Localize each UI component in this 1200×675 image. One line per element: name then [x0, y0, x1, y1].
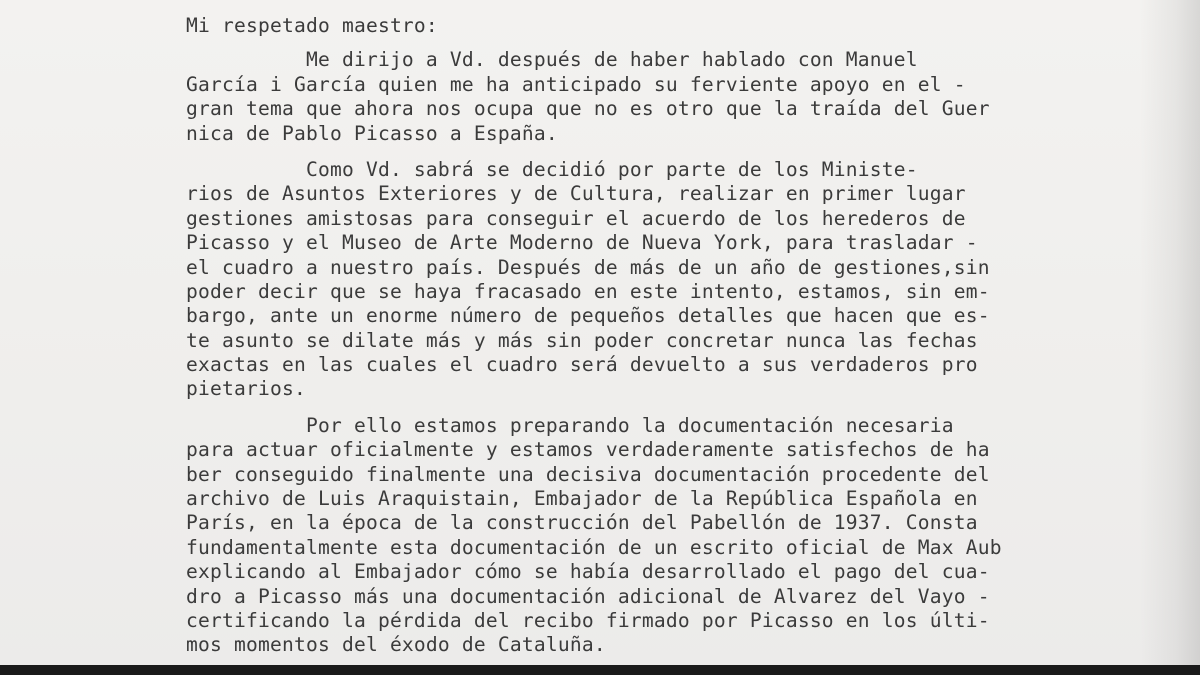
letter-line: Picasso y el Museo de Arte Moderno de Nueva York, para trasladar - — [186, 231, 978, 255]
letter-line: para actuar oficialmente y estamos verdaderamente satisfechos de ha — [186, 438, 990, 462]
letter-line: nica de Pablo Picasso a España. — [186, 121, 558, 145]
letter-line: te asunto se dilate más y más sin poder concretar nunca las fechas — [186, 328, 978, 352]
letter-line: fundamentalmente esta documentación de un escrito oficial de Max Aub — [186, 535, 1002, 559]
letter-line: archivo de Luis Araquistain, Embajador de la República Española en — [186, 487, 978, 511]
letter-line: bargo, ante un enorme número de pequeños detalles que hacen que es- — [186, 304, 990, 328]
letter-body — [186, 14, 1146, 658]
letter-line: dro a Picasso más una documentación adicional de Alvarez del Vayo - — [186, 584, 990, 608]
letter-line: París, en la época de la construcción del Pabellón de 1937. Consta — [186, 511, 978, 535]
letter-line: rios de Asuntos Exteriores y de Cultura, realizar en primer lugar — [186, 182, 966, 206]
letter-line: ber conseguido finalmente una decisiva documentación procedente del — [186, 462, 990, 486]
letter-line: gestiones amistosas para conseguir el acuerdo de los herederos de — [186, 206, 966, 230]
letter-line: García i García quien me ha anticipado su ferviente apoyo en el - — [186, 72, 966, 96]
letter-line: certificando la pérdida del recibo firmado por Picasso en los últi- — [186, 608, 990, 632]
letter-line: explicando al Embajador cómo se había desarrollado el pago del cua- — [186, 560, 990, 584]
letter-line: mos momentos del éxodo de Cataluña. — [186, 633, 606, 657]
letter-line: exactas en las cuales el cuadro será devuelto a sus verdaderos pro — [186, 353, 978, 377]
bottom-border — [0, 665, 1200, 675]
paragraph-gap — [186, 38, 1146, 48]
letter-line: pietarios. — [186, 377, 306, 401]
letter-line: Por ello estamos preparando la documentación necesaria — [186, 413, 954, 437]
letter-line: Me dirijo a Vd. después de haber hablado con Manuel — [186, 48, 918, 72]
page-edge-shadow — [1140, 0, 1200, 675]
letter-line: el cuadro a nuestro país. Después de más de un año de gestiones,sin — [186, 255, 990, 279]
paragraph-gap — [186, 146, 1146, 158]
letter-line: poder decir que se haya fracasado en este intento, estamos, sin em- — [186, 279, 990, 303]
salutation: Mi respetado maestro: — [186, 14, 438, 37]
paragraph-gap — [186, 402, 1146, 414]
letter-line: gran tema que ahora nos ocupa que no es otro que la traída del Guer — [186, 97, 990, 121]
letter-line: Como Vd. sabrá se decidió por parte de los Ministe- — [186, 157, 918, 181]
